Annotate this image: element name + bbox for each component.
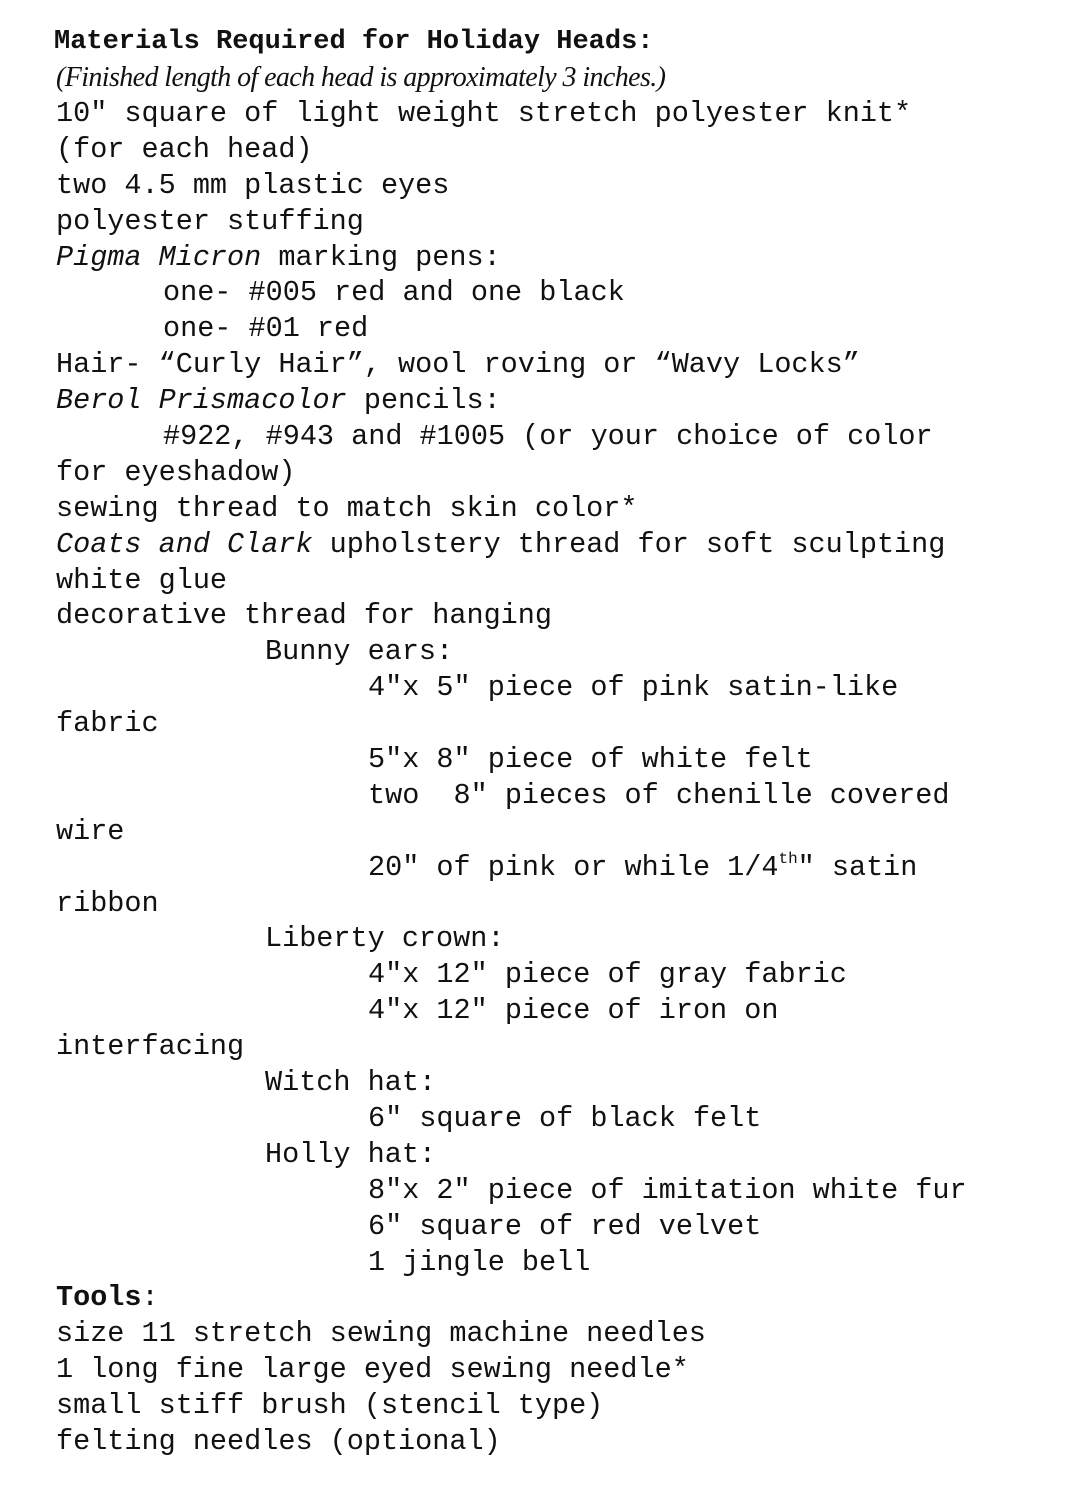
material-line: 10″ square of light weight stretch polyester knit*	[56, 97, 912, 130]
material-line	[56, 240, 1066, 276]
holly-hat-item: 8″x 2″ piece of imitation white fur	[368, 1173, 967, 1207]
holly-hat-heading: Holly hat:	[265, 1137, 437, 1171]
tool-item: felting needles (optional)	[56, 1424, 501, 1458]
liberty-crown-heading: Liberty crown:	[265, 922, 505, 956]
material-line: for eyeshadow)	[56, 455, 296, 489]
brand-name: Pigma Micron	[56, 240, 262, 274]
bunny-ears-item: 5″x 8″ piece of white felt	[368, 743, 813, 777]
material-text: pencils:	[346, 384, 501, 418]
brand-name: Coats and Clark	[56, 527, 313, 561]
holly-hat-item: 1 jingle bell	[368, 1245, 591, 1279]
superscript-th: th	[778, 849, 798, 868]
material-text: upholstery thread for soft sculpting	[312, 527, 946, 561]
material-line: Hair- “Curly Hair”, wool roving or “Wavy Locks”	[56, 348, 860, 382]
material-line: two 4.5 mm plastic eyes	[56, 168, 450, 202]
brand-name: Berol Prismacolor	[56, 384, 347, 418]
bunny-ears-item: ribbon	[56, 886, 159, 920]
bunny-ears-item: 4″x 5″ piece of pink satin-like	[368, 671, 899, 705]
bunny-ears-item: wire	[56, 814, 125, 848]
tools-heading-text: Tools	[56, 1281, 142, 1315]
holly-hat-item: 6″ square of red velvet	[368, 1209, 762, 1243]
material-line: (for each head)	[56, 132, 313, 166]
witch-hat-heading: Witch hat:	[265, 1066, 437, 1100]
material-line	[56, 383, 1066, 419]
tools-heading	[56, 1280, 1066, 1316]
material-line: decorative thread for hanging	[56, 599, 552, 633]
material-text: marking pens:	[261, 240, 501, 274]
tool-item: size 11 stretch sewing machine needles	[56, 1317, 706, 1351]
material-line: white glue	[56, 563, 228, 597]
liberty-crown-item: 4″x 12″ piece of gray fabric	[368, 958, 847, 992]
material-subline: one- #005 red and one black	[163, 276, 625, 310]
material-subline: #922, #943 and #1005 (or your choice of color	[163, 420, 933, 454]
ribbon-text: 20" of pink or while 1/4	[368, 850, 779, 884]
bunny-ears-heading: Bunny ears:	[265, 635, 454, 669]
material-line	[56, 527, 1066, 563]
document-subtitle: (Finished length of each head is approximately 3 inches.)	[56, 62, 666, 93]
tool-item: 1 long fine large eyed sewing needle*	[56, 1353, 689, 1387]
bunny-ears-item: two 8″ pieces of chenille covered	[368, 778, 950, 812]
witch-hat-item: 6″ square of black felt	[368, 1101, 762, 1135]
ribbon-text: " satin	[797, 850, 918, 884]
material-subline: one- #01 red	[163, 312, 369, 346]
materials-list	[56, 96, 1066, 1460]
tool-item: small stiff brush (stencil type)	[56, 1389, 604, 1423]
liberty-crown-item: 4″x 12″ piece of iron on	[368, 994, 779, 1028]
liberty-crown-item: interfacing	[56, 1030, 245, 1064]
material-line: polyester stuffing	[56, 204, 364, 238]
bunny-ears-item: fabric	[56, 707, 159, 741]
tools-heading-colon: :	[141, 1281, 159, 1315]
document-title: Materials Required for Holiday Heads:	[54, 27, 654, 57]
material-line: sewing thread to match skin color*	[56, 491, 638, 525]
bunny-ears-item	[56, 850, 1066, 886]
